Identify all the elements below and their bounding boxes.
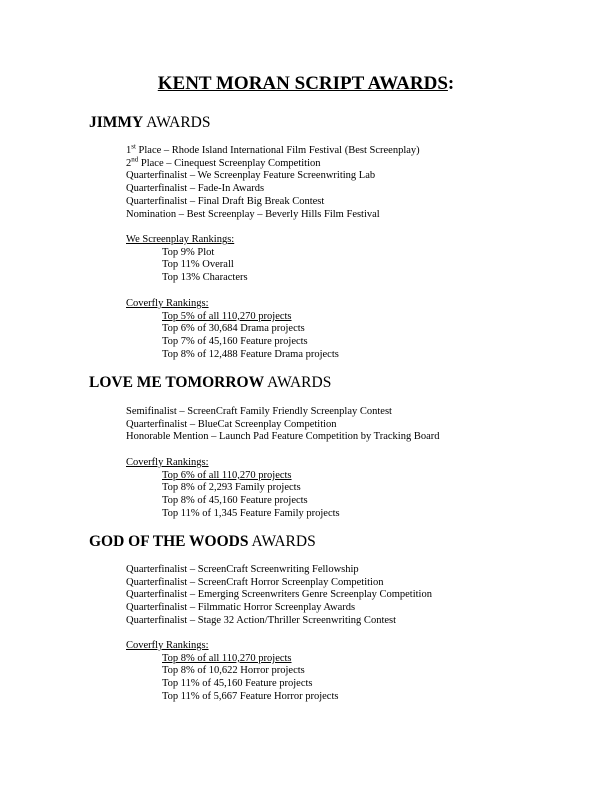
- award-ordinal-suffix: nd: [131, 155, 139, 164]
- awards-list-god-of-the-woods: [126, 564, 432, 628]
- page-title-colon: :: [447, 73, 455, 94]
- section-heading-god-of-the-woods: [89, 533, 316, 551]
- ranking-item: Top 11% of 1,345 Feature Family projects: [162, 507, 340, 519]
- award-item: Quarterfinalist – ScreenCraft Horror Screenplay Competition: [126, 576, 384, 588]
- ranking-item: Top 6% of 30,684 Drama projects: [162, 323, 305, 335]
- award-item: Semifinalist – ScreenCraft Family Friendly Screenplay Contest: [126, 406, 392, 417]
- ranking-item: Top 7% of 45,160 Feature projects: [162, 336, 308, 348]
- ranking-item-text: Top 6% of all 110,270 projects: [162, 469, 292, 481]
- rankings-heading: We Screenplay Rankings:: [126, 234, 235, 245]
- awards-list-love-me-tomorrow: [126, 406, 440, 444]
- section-name: JIMMY: [89, 114, 144, 131]
- ranking-item: [126, 653, 338, 666]
- ranking-item: Top 8% of 45,160 Feature projects: [162, 495, 308, 507]
- ranking-item: [126, 311, 339, 324]
- award-ordinal: 2: [126, 157, 132, 169]
- ranking-item: [126, 470, 340, 483]
- section-suffix: AWARDS: [248, 533, 316, 550]
- ranking-item: Top 8% of 10,622 Horror projects: [162, 665, 305, 677]
- award-text: Place – Cinequest Screenplay Competition: [138, 157, 321, 169]
- rankings-we-screenplay-jimmy: [126, 234, 248, 285]
- section-name: LOVE ME TOMORROW: [89, 374, 265, 391]
- ranking-item-text: Top 5% of all 110,270 projects: [162, 310, 292, 322]
- section-suffix: AWARDS: [264, 374, 332, 391]
- award-item: [126, 142, 420, 158]
- award-item: Quarterfinalist – ScreenCraft Screenwriting Fellowship: [126, 564, 359, 575]
- award-item: Quarterfinalist – BlueCat Screenplay Competition: [126, 418, 337, 430]
- rankings-heading: Coverfly Rankings:: [126, 640, 209, 651]
- section-heading-love-me-tomorrow: [89, 374, 331, 392]
- award-item: Quarterfinalist – Stage 32 Action/Thriller Screenwriting Contest: [126, 614, 397, 626]
- award-ordinal: 1: [126, 145, 132, 156]
- award-item: Quarterfinalist – We Screenplay Feature Screenwriting Lab: [126, 170, 376, 182]
- award-text: Place – Rhode Island International Film Festival (Best Screenplay): [135, 145, 420, 156]
- ranking-item: Top 8% of 12,488 Feature Drama projects: [162, 348, 339, 360]
- ranking-item: Top 13% Characters: [162, 272, 248, 284]
- section-suffix: AWARDS: [143, 114, 211, 131]
- award-item: Quarterfinalist – Emerging Screenwriters Genre Screenplay Competition: [126, 589, 432, 601]
- award-item: Quarterfinalist – Fade-In Awards: [126, 183, 265, 195]
- ranking-item: Top 11% of 45,160 Feature projects: [162, 678, 313, 690]
- page-title-text: KENT MORAN SCRIPT AWARDS: [157, 73, 448, 94]
- rankings-heading: Coverfly Rankings:: [126, 298, 209, 309]
- award-item: Honorable Mention – Launch Pad Feature Competition by Tracking Board: [126, 431, 440, 443]
- awards-list-jimmy: [126, 142, 420, 221]
- ranking-item: Top 9% Plot: [162, 246, 215, 258]
- award-item: Nomination – Best Screenplay – Beverly Hills Film Festival: [126, 208, 380, 220]
- award-item: [126, 155, 420, 171]
- ranking-item: Top 11% of 5,667 Feature Horror projects: [162, 690, 339, 702]
- rankings-heading: Coverfly Rankings:: [126, 457, 209, 468]
- award-ordinal-suffix: st: [131, 142, 136, 151]
- rankings-coverfly-god-of-the-woods: [126, 640, 338, 704]
- page-title: [0, 73, 612, 95]
- rankings-coverfly-love-me-tomorrow: [126, 457, 340, 521]
- award-item: Quarterfinalist – Filmmatic Horror Screenplay Awards: [126, 602, 356, 614]
- ranking-item-text: Top 8% of all 110,270 projects: [162, 652, 292, 664]
- ranking-item: Top 11% Overall: [162, 259, 234, 271]
- rankings-coverfly-jimmy: [126, 298, 339, 362]
- section-heading-jimmy: [89, 114, 210, 132]
- section-name: GOD OF THE WOODS: [89, 533, 249, 550]
- award-item: Quarterfinalist – Final Draft Big Break Contest: [126, 195, 325, 207]
- ranking-item: Top 8% of 2,293 Family projects: [162, 482, 301, 494]
